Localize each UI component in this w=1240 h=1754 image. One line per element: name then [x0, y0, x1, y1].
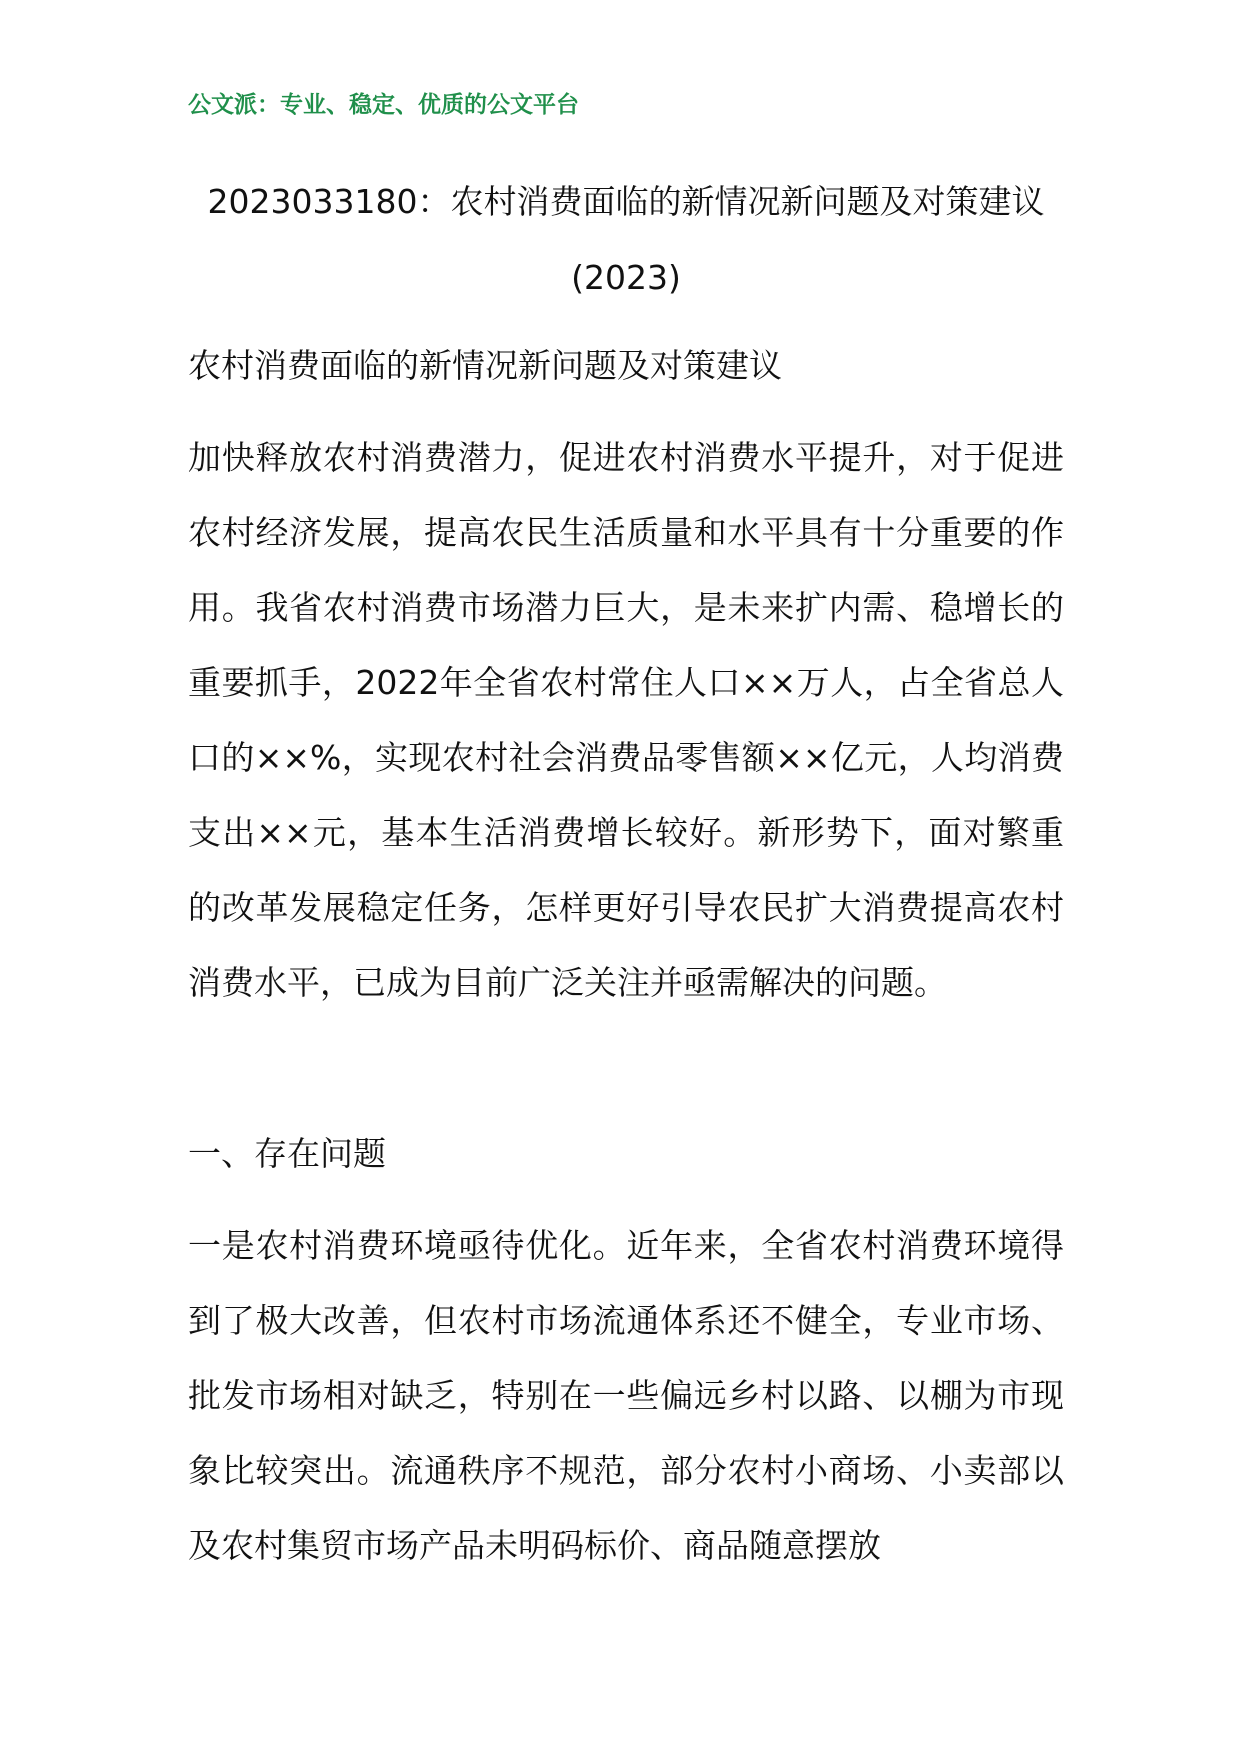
paragraph-intro: 加快释放农村消费潜力，促进农村消费水平提升，对于促进农村经济发展，提高农民生活质量和水平具有十分重要的作用。我省农村消费市场潜力巨大，是未来扩内需、稳增长的重要抓手，2022年全省农村常住人口××万人，占全省总人口的××%，实现农村社会消费品零售额××亿元，人均消费支出××元，基本生活消费增长较好。新形势下，面对繁重的改革发展稳定任务，怎样更好引导农民扩大消费提高农村消费水平，已成为目前广泛关注并亟需解决的问题。 [188, 438, 1064, 1002]
document-title: 2023033180：农村消费面临的新情况新问题及对策建议(2023) [207, 182, 1045, 297]
section-heading-problems: 一、存在问题 [188, 1134, 386, 1173]
paragraph-problem-1: 一是农村消费环境亟待优化。近年来，全省农村消费环境得到了极大改善，但农村市场流通体系还不健全，专业市场、批发市场相对缺乏，特别在一些偏远乡村以路、以棚为市现象比较突出。流通秩序不规范，部分农村小商场、小卖部以及农村集贸市场产品未明码标价、商品随意摆放 [188, 1226, 1064, 1565]
brand-header: 公文派：专业、稳定、优质的公文平台 [188, 91, 579, 118]
document-subtitle: 农村消费面临的新情况新问题及对策建议 [188, 346, 782, 385]
